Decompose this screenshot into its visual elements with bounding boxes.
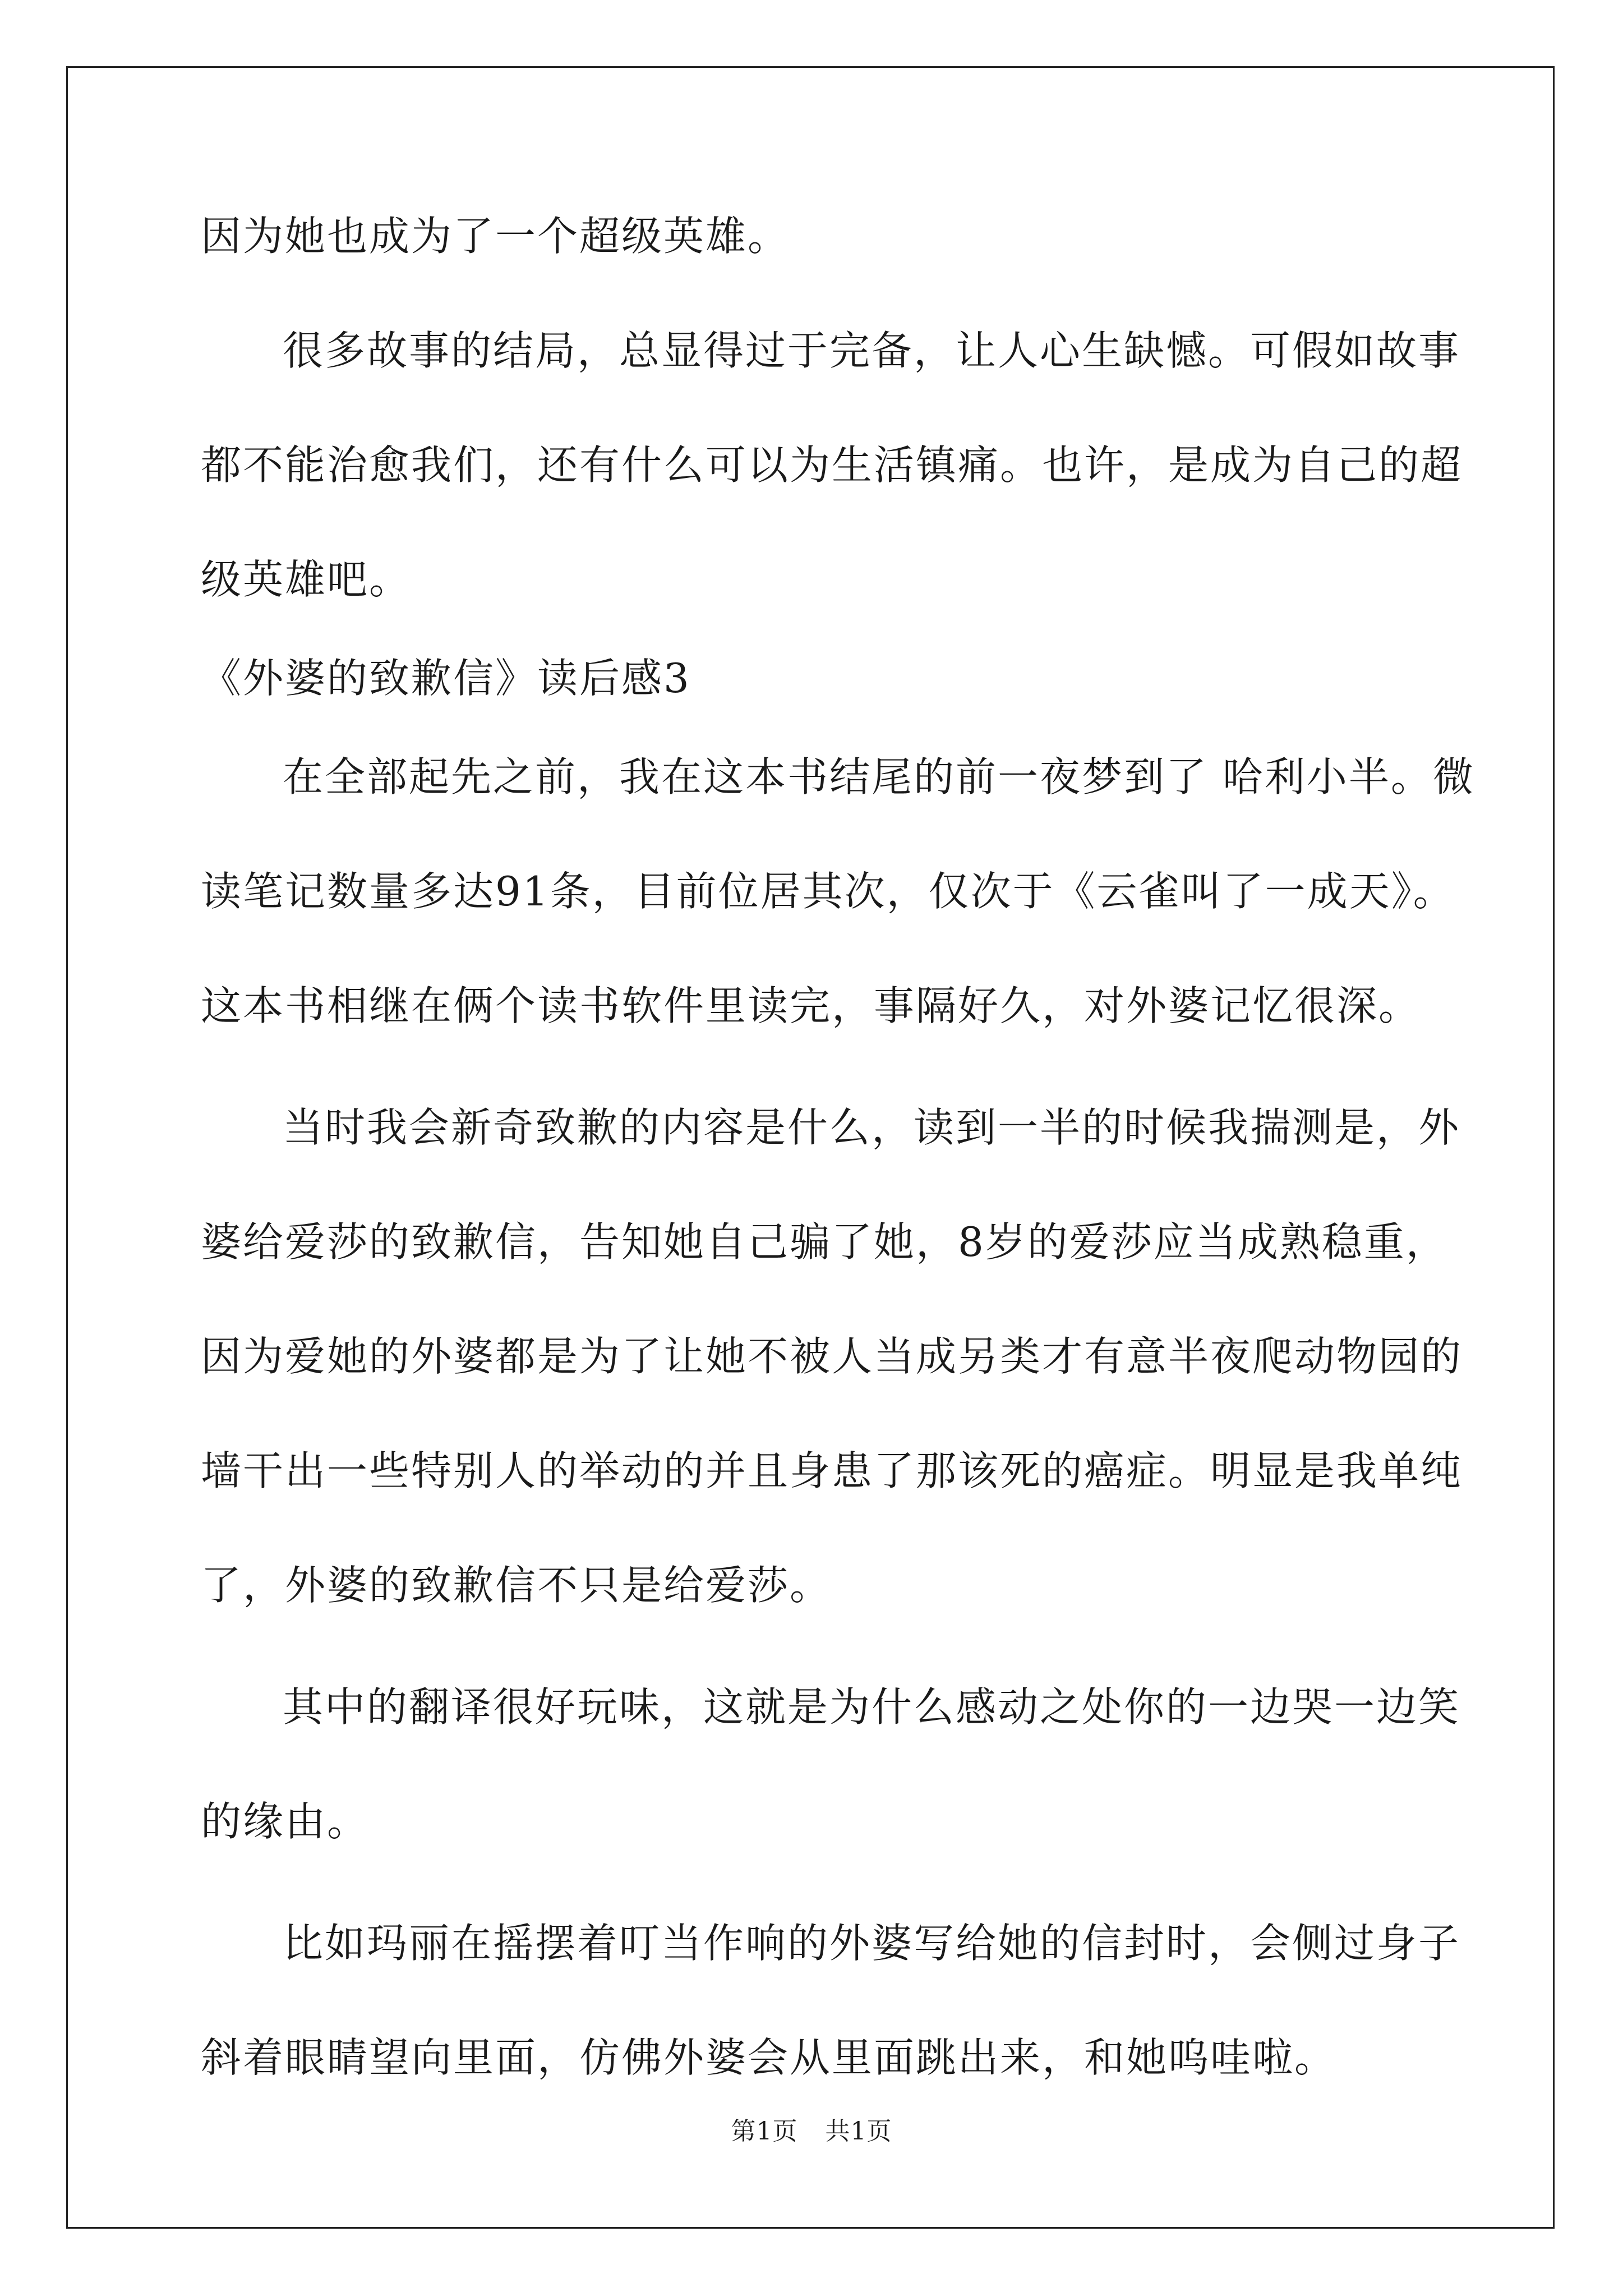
- text-line: 这本书相继在俩个读书软件里读完，事隔好久，对外婆记忆很深。: [201, 982, 1421, 1029]
- paragraph-start-line: 比如玛丽在摇摆着叮当作响的外婆写给她的信封时，会侧过身子: [283, 1920, 1461, 1967]
- text-line: 因为她也成为了一个超级英雄。: [201, 213, 790, 260]
- text-line: 婆给爱莎的致歉信，告知她自己骗了她，8岁的爱莎应当成熟稳重，: [201, 1218, 1448, 1266]
- text-line: 了，外婆的致歉信不只是给爱莎。: [201, 1562, 832, 1609]
- text-line: 因为爱她的外婆都是为了让她不被人当成另类才有意半夜爬动物园的: [201, 1333, 1463, 1380]
- text-line: 级英雄吧。: [201, 556, 412, 603]
- paragraph-start-line: 很多故事的结局，总显得过于完备，让人心生缺憾。可假如故事: [283, 327, 1461, 374]
- paragraph-start-line: 当时我会新奇致歉的内容是什么，读到一半的时候我揣测是，外: [283, 1104, 1461, 1151]
- paragraph-start-line: 其中的翻译很好玩味，这就是为什么感动之处你的一边哭一边笑: [283, 1683, 1461, 1731]
- text-line: 都不能治愈我们，还有什么可以为生活镇痛。也许，是成为自己的超: [201, 441, 1463, 489]
- text-line: 斜着眼睛望向里面，仿佛外婆会从里面跳出来，和她呜哇啦。: [201, 2034, 1337, 2081]
- page-number: 第1页: [731, 2117, 798, 2146]
- text-line: 墙干出一些特别人的举动的并且身患了那该死的癌症。明显是我单纯: [201, 1447, 1463, 1494]
- section-heading: 《外婆的致歉信》读后感3: [201, 655, 691, 702]
- page-footer: [0, 2111, 1623, 2147]
- paragraph-start-line: 在全部起先之前，我在这本书结尾的前一夜梦到了 哈利小半。微: [283, 753, 1475, 800]
- page-total: 共1页: [825, 2117, 892, 2146]
- text-line: 的缘由。: [201, 1798, 370, 1845]
- text-line: 读笔记数量多达91条，目前位居其次，仅次于《云雀叫了一成天》。: [201, 868, 1455, 915]
- document-body: [201, 213, 1475, 2152]
